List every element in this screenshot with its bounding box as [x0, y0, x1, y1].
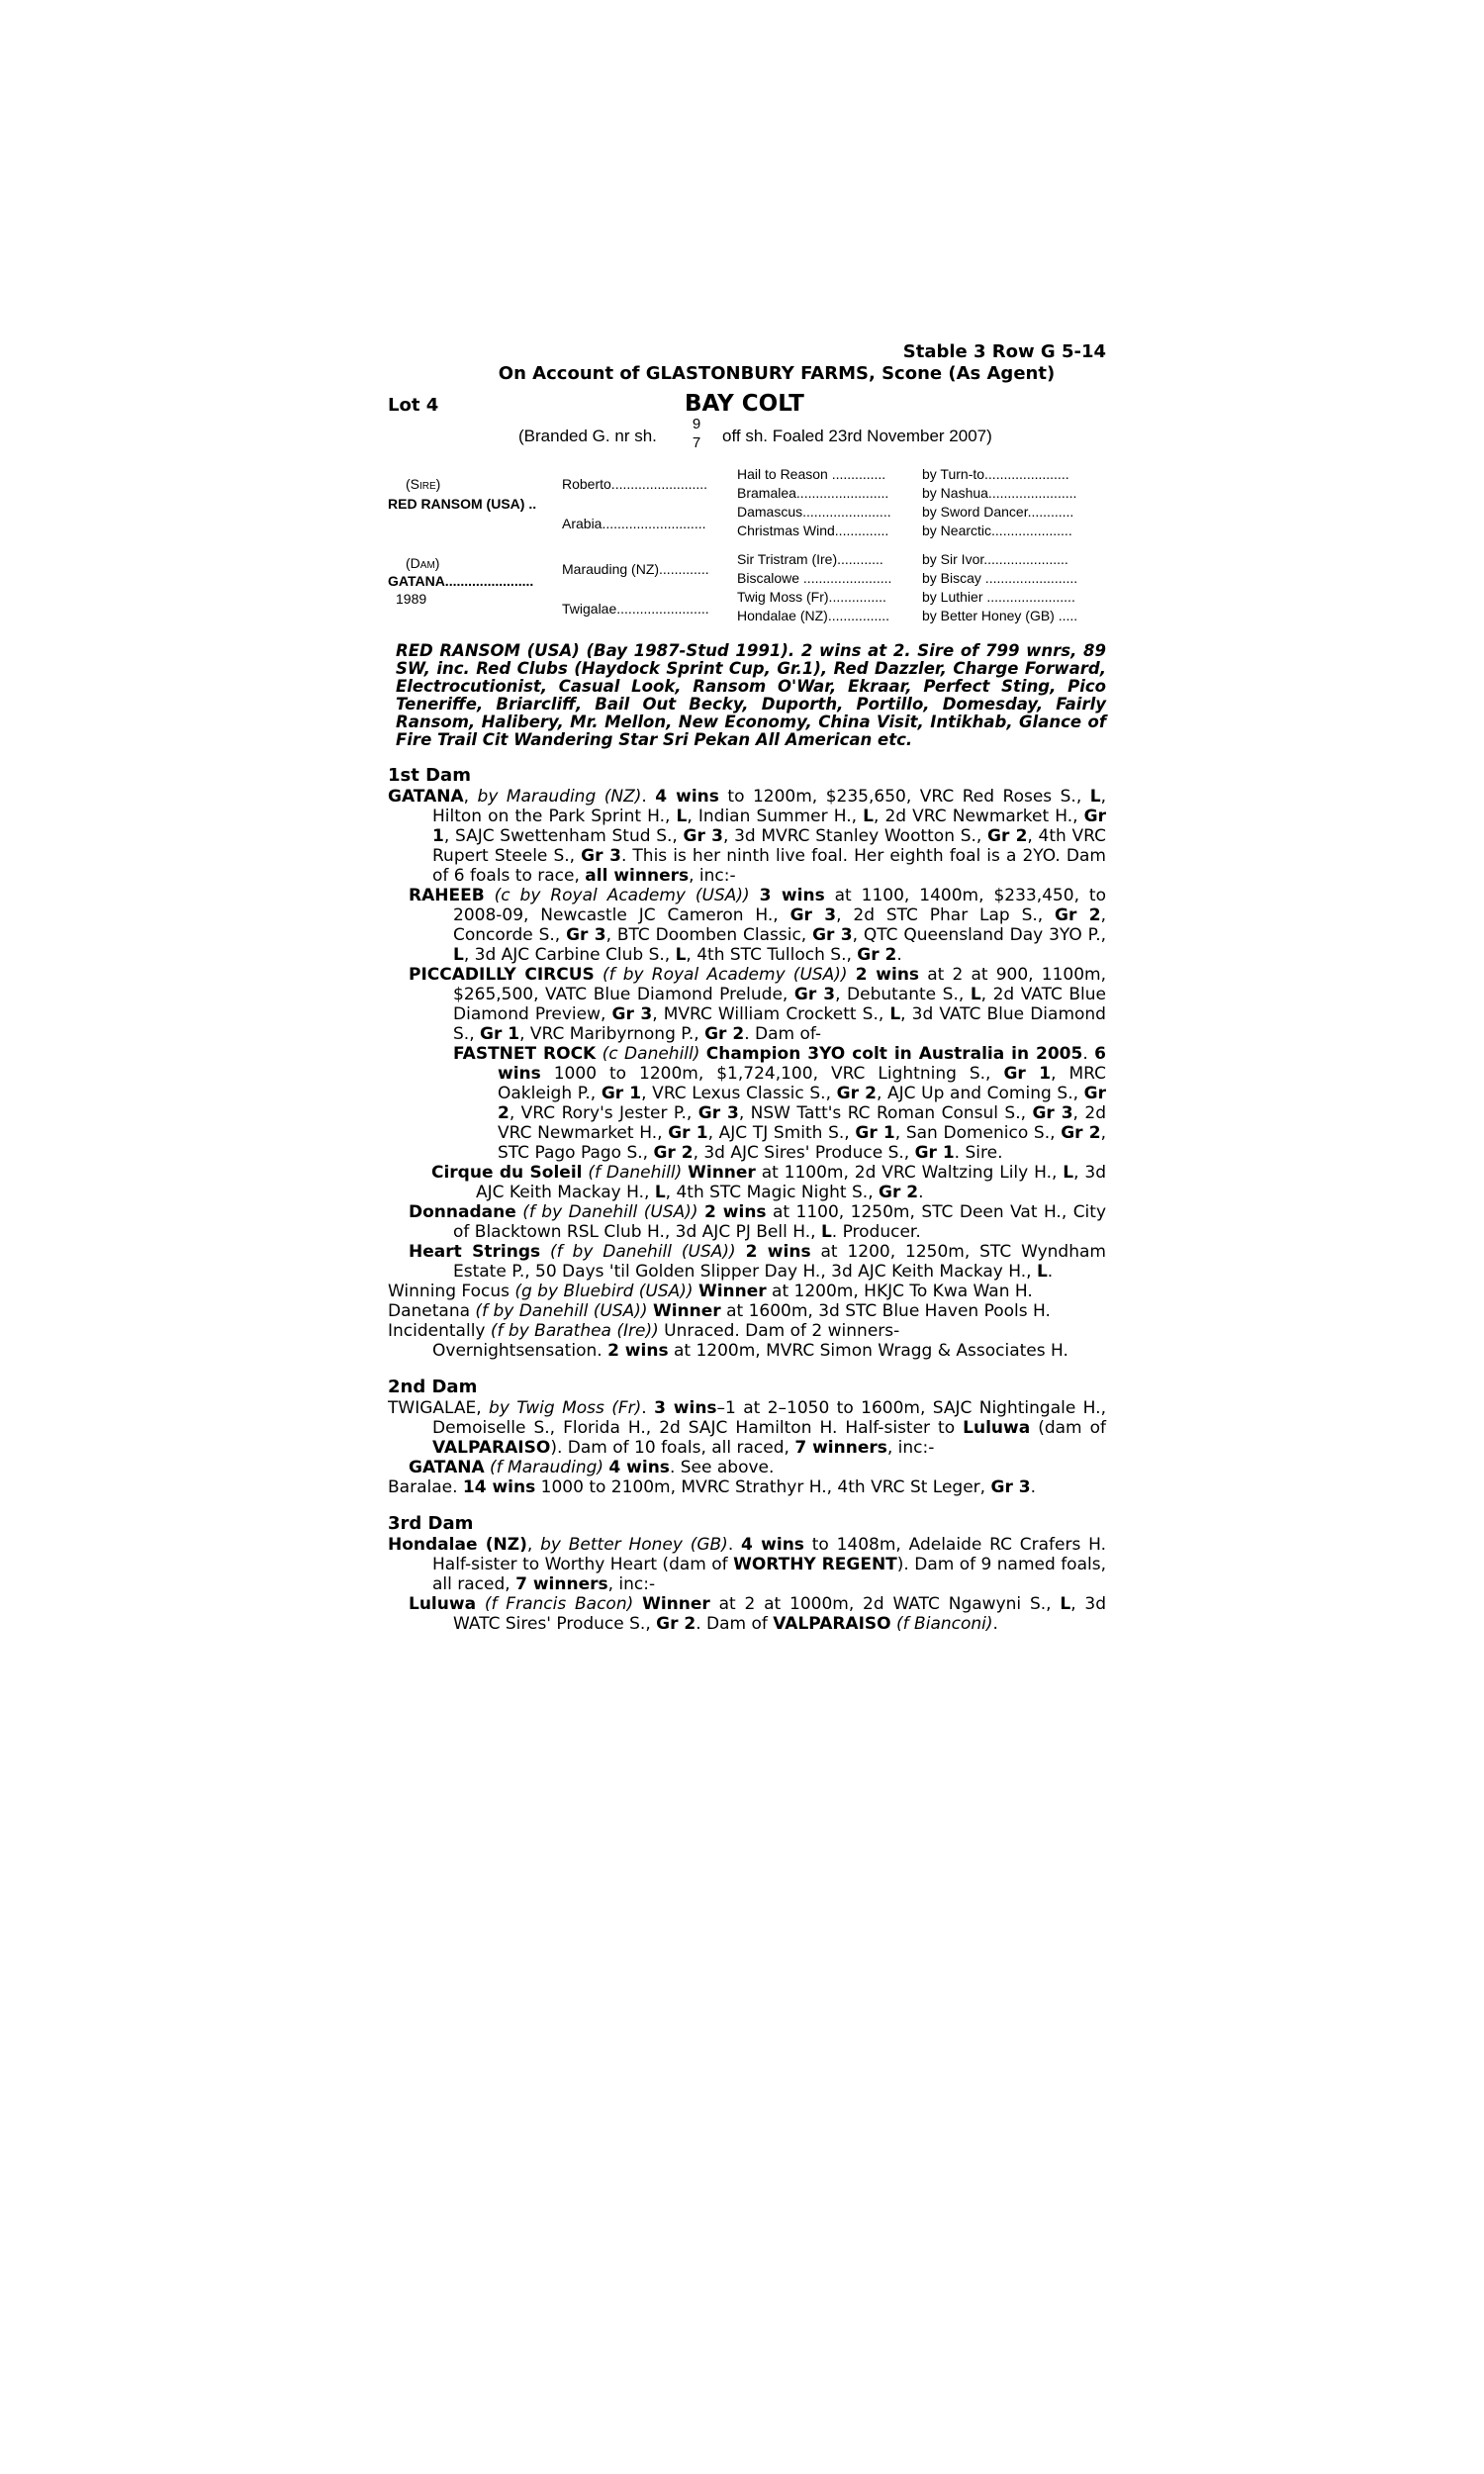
text: at 1200m, HKJC To Kwa Wan H.: [766, 1282, 1033, 1301]
text: 1000 to 1200m, $1,724,100, VRC Lightning S.,: [540, 1064, 1004, 1084]
text: , AJC TJ Smith S.,: [707, 1123, 856, 1143]
ancestor-3: Damascus.......................: [737, 504, 891, 520]
second-dam-heading: 2nd Dam: [388, 1377, 478, 1397]
horse-name: RAHEEB: [409, 886, 485, 905]
brand-fraction-top: 9: [692, 416, 701, 432]
ancestor-sire-1: by Turn-to......................: [922, 466, 1069, 482]
text: , STC Pago Pago S.,: [498, 1123, 1106, 1163]
text: , 2d VRC Newmarket H.,: [873, 807, 1084, 826]
text: at 1100, 1250m, STC Deen Vat H., City of Blacktown RSL Club H., 3d AJC PJ Bell H.,: [453, 1202, 1107, 1242]
dam-name: GATANA.......................: [388, 573, 534, 589]
third-dam-entry: [388, 1535, 1106, 1594]
text: , 4th VRC Rupert Steele S.,: [432, 826, 1106, 866]
wins: 4 wins: [741, 1535, 804, 1555]
text: , Indian Summer H.,: [687, 807, 864, 826]
text: , NSW Tatt's RC Roman Consul S.,: [738, 1103, 1033, 1123]
grade: Gr 2: [1055, 905, 1101, 925]
text: , 3d WATC Sires' Produce S.,: [453, 1594, 1107, 1634]
text: , MVRC William Crockett S.,: [652, 1004, 890, 1024]
brand-line: [388, 416, 1106, 460]
text: , 4th STC Magic Night S.,: [665, 1183, 880, 1202]
ancestor-2: Bramalea........................: [737, 485, 889, 501]
text: , inc:-: [607, 1574, 656, 1594]
progeny-entry: [388, 1202, 1106, 1242]
progeny-entry: [388, 1301, 1106, 1321]
text: , QTC Queensland Day 3YO P.,: [852, 925, 1106, 945]
text: .: [992, 1614, 998, 1634]
text: at 1600m, 3d STC Blue Haven Pools H.: [720, 1301, 1051, 1321]
vendor-line: On Account of GLASTONBURY FARMS, Scone (As Agent): [498, 363, 1056, 384]
progeny-entry: [388, 1321, 1106, 1341]
progeny-entry: [388, 965, 1106, 1044]
text: , 3d AJC Carbine Club S.,: [463, 945, 676, 965]
text: at 1100m, 2d VRC Waltzing Lily H.,: [755, 1163, 1064, 1183]
text: Unraced. Dam of 2 winners-: [658, 1321, 900, 1341]
grade: Gr 2: [987, 826, 1028, 846]
text: ,: [526, 1535, 541, 1555]
text: , 3d MVRC Stanley Wootton S.,: [722, 826, 988, 846]
text: .: [727, 1535, 742, 1555]
progeny-entry: [388, 1242, 1106, 1282]
grade: L: [453, 945, 464, 965]
grade: Gr 2: [704, 1024, 745, 1044]
dam-foaled-year: 1989: [396, 591, 427, 607]
text: [848, 965, 856, 985]
text: , 3d VATC Blue Diamond S.,: [453, 1004, 1106, 1044]
grade: Gr 3: [793, 985, 836, 1004]
winners-note: 7 winners: [794, 1438, 887, 1458]
grade: L: [970, 985, 981, 1004]
wins: 2 wins: [745, 1242, 811, 1262]
text: to 1408m, Adelaide RC Crafers H. Half-sister to Worthy Heart (dam of: [432, 1535, 1106, 1574]
text: at 1200, 1250m, STC Wyndham Estate P., 50 Days 'til Golden Slipper Day H., 3d AJC Keith Mackay H.,: [453, 1242, 1106, 1282]
text: , VRC Rory's Jester P.,: [509, 1103, 698, 1123]
progeny-entry: [388, 1477, 1106, 1497]
grade: Gr 2: [653, 1143, 694, 1163]
second-dam-entry: [388, 1398, 1106, 1458]
horse-name: VALPARAISO: [432, 1438, 551, 1458]
grade: L: [675, 945, 687, 965]
text: , Debutante S.,: [835, 985, 971, 1004]
first-dam-heading: 1st Dam: [388, 765, 471, 786]
sire-ref: by Marauding (NZ): [477, 787, 642, 807]
text: , MRC Oakleigh P.,: [498, 1064, 1106, 1103]
horse-name: Cirque du Soleil: [431, 1163, 583, 1183]
text: (dam of: [1030, 1418, 1106, 1438]
text: , inc:-: [886, 1438, 935, 1458]
grade: L: [889, 1004, 901, 1024]
horse-name: FASTNET ROCK: [453, 1044, 597, 1064]
text: , VRC Maribyrnong P.,: [519, 1024, 705, 1044]
grade: Gr 1: [855, 1123, 895, 1143]
dam-sire: Marauding (NZ).............: [562, 561, 709, 577]
text: at 2 at 900, 1100m, $265,500, VATC Blue Diamond Prelude,: [453, 965, 1106, 1004]
sire-sire: Roberto.........................: [562, 476, 708, 492]
ancestor-sire-7: by Luthier .......................: [922, 589, 1075, 605]
ancestor-5: Sir Tristram (Ire)............: [737, 551, 883, 567]
dam-name: GATANA: [388, 787, 464, 807]
grand-progeny-entry: [388, 1163, 1106, 1202]
sire-ref: (c Danehill): [602, 1044, 700, 1064]
ancestor-7: Twig Moss (Fr)...............: [737, 589, 886, 605]
text: [485, 886, 495, 905]
brand-fraction-bottom: 7: [692, 434, 701, 451]
lot-line: [388, 391, 1106, 421]
grade: L: [1060, 1594, 1071, 1614]
horse-name: Luluwa: [409, 1594, 477, 1614]
brand-mark: G.: [592, 427, 610, 445]
sire-ref: (f Danehill): [588, 1163, 683, 1183]
grade: Gr 3: [566, 925, 606, 945]
brand-text-end: off sh. Foaled 23rd November 2007): [722, 427, 992, 445]
horse-name: Winning Focus: [388, 1282, 515, 1301]
sire-ref: (f Francis Bacon): [484, 1594, 634, 1614]
wins: 14 wins: [462, 1477, 536, 1497]
grade: L: [1063, 1163, 1074, 1183]
grand-progeny-entry: [388, 1044, 1106, 1163]
grade: L: [654, 1183, 666, 1202]
text: [750, 886, 760, 905]
ancestor-1: Hail to Reason ..............: [737, 466, 886, 482]
brand-prefix: (Branded: [518, 427, 588, 445]
grade: Gr 3: [697, 1103, 739, 1123]
dam-label: (Dam): [406, 555, 440, 571]
text: at 1200m, MVRC Simon Wragg & Associates H.: [668, 1341, 1068, 1361]
wins: 2 wins: [703, 1202, 767, 1222]
text: at 1100, 1400m, $233,450, to 2008-09, Newcastle JC Cameron H.,: [453, 886, 1106, 925]
stable-location: Stable 3 Row G 5-14: [902, 341, 1106, 362]
text: , Concorde S.,: [453, 905, 1106, 945]
text: . This is her ninth live foal. Her eighth foal is a 2YO. Dam of 6 foals to race,: [432, 846, 1106, 886]
text: , 3d AJC Keith Mackay H.,: [476, 1163, 1107, 1202]
grade: L: [1089, 787, 1101, 807]
text: ). Dam of 9 named foals, all raced,: [432, 1555, 1106, 1594]
text: .: [1082, 1044, 1095, 1064]
catalogue-page: [388, 341, 1106, 1634]
ancestor-sire-5: by Sir Ivor......................: [922, 551, 1068, 567]
sire-ref: (f by Danehill (USA)): [475, 1301, 648, 1321]
ancestor-sire-3: by Sword Dancer............: [922, 504, 1074, 520]
brand-mid: nr sh.: [614, 427, 657, 445]
text: , Hilton on the Park Sprint H.,: [432, 787, 1107, 826]
brand-fraction: [690, 415, 703, 452]
text: , inc:-: [689, 866, 736, 886]
grade: L: [863, 807, 874, 826]
wins: 4 wins: [655, 787, 719, 807]
sire-ref: (f by Danehill (USA)): [550, 1242, 736, 1262]
ancestor-sire-6: by Biscay ........................: [922, 570, 1078, 586]
text: . Dam of: [696, 1614, 774, 1634]
grade: Gr 1: [601, 1084, 642, 1103]
sire-ref: (f by Royal Academy (USA)): [602, 965, 848, 985]
text: , AJC Up and Coming S.,: [876, 1084, 1084, 1103]
text: .: [1047, 1262, 1054, 1282]
text: . Dam of-: [744, 1024, 822, 1044]
text: [595, 965, 603, 985]
sire-ref: by Twig Moss (Fr): [489, 1398, 642, 1418]
horse-name: Heart Strings: [409, 1242, 541, 1262]
sire-name: RED RANSOM (USA) ..: [388, 496, 537, 512]
text: , BTC Doomben Classic,: [605, 925, 813, 945]
grade: L: [676, 807, 688, 826]
ancestor-sire-8: by Better Honey (GB) .....: [922, 608, 1078, 623]
grade: Gr 3: [990, 1477, 1031, 1497]
dam-name: TWIGALAE,: [388, 1398, 490, 1418]
text: ). Dam of 10 foals, all raced,: [550, 1438, 795, 1458]
text: .: [896, 945, 902, 965]
text: , 4th STC Tulloch S.,: [686, 945, 858, 965]
third-dam-heading: 3rd Dam: [388, 1513, 474, 1534]
ancestor-8: Hondalae (NZ)................: [737, 608, 890, 623]
text: , SAJC Swettenham Stud S.,: [443, 826, 684, 846]
dam-name: Hondalae (NZ): [388, 1535, 527, 1555]
grade: Gr 1: [914, 1143, 955, 1163]
text: to 1200m, $235,650, VRC Red Roses S.,: [718, 787, 1090, 807]
text: . Sire.: [954, 1143, 1003, 1163]
brand-text-start: [518, 427, 657, 446]
winners-note: all winners: [585, 866, 690, 886]
horse-description: BAY COLT: [685, 391, 804, 417]
wins: 4 wins: [608, 1458, 670, 1477]
progeny-entry: [388, 1282, 1106, 1301]
grand-progeny-entry: [388, 1341, 1106, 1361]
horse-name: Donnadane: [409, 1202, 516, 1222]
sire-ref: (f by Danehill (USA)): [522, 1202, 698, 1222]
pedigree-table: [388, 466, 1106, 634]
text: , 2d STC Phar Lap S.,: [836, 905, 1056, 925]
grade: Gr 3: [611, 1004, 653, 1024]
lot-number: Lot 4: [388, 395, 439, 416]
ancestor-4: Christmas Wind..............: [737, 523, 889, 538]
grade: Gr 1: [432, 807, 1106, 846]
text: [736, 1242, 746, 1262]
ancestor-sire-2: by Nashua.......................: [922, 485, 1077, 501]
horse-name: Overnightsensation.: [432, 1341, 608, 1361]
text: .: [918, 1183, 924, 1202]
grade: Gr 2: [857, 945, 897, 965]
grade: Gr 1: [480, 1024, 520, 1044]
text: .: [641, 787, 656, 807]
horse-name: GATANA: [409, 1458, 485, 1477]
grade: Gr 3: [812, 925, 853, 945]
wins: Winner: [688, 1163, 756, 1183]
wins: 6 wins: [498, 1044, 1106, 1084]
sire-label: (Sire): [406, 476, 441, 492]
grade: Gr 3: [789, 905, 837, 925]
text: , VRC Lexus Classic S.,: [641, 1084, 837, 1103]
grade: L: [820, 1222, 832, 1242]
dam-dam: Twigalae........................: [562, 601, 709, 617]
sire-summary: RED RANSOM (USA) (Bay 1987-Stud 1991). 2 wins at 2. Sire of 799 wnrs, 89 SW, inc. Red Clubs (Haydock Sprint Cup, Gr.1), Red Dazzler, Charge Forward, Electrocutionist, Casual Look, Ransom O'War, Ekraar, Perfect Sting, Pico Teneriffe, Briarcliff, Bail Out Becky, Duporth, Portillo, Domesday, Fairly Ransom, Halibery, Mr. Mellon, New Economy, China Visit, Intikhab, Glance of Fire Trail Cit Wandering Star Sri Pekan All American etc.: [396, 641, 1106, 749]
horse-name: Luluwa: [963, 1418, 1031, 1438]
text: . See above.: [669, 1458, 775, 1477]
grade: Gr 3: [581, 846, 621, 866]
grade: Gr 2: [656, 1614, 696, 1634]
championship: Champion 3YO colt in Australia in 2005: [705, 1044, 1083, 1064]
text: at 2 at 1000m, 2d WATC Ngawyni S.,: [709, 1594, 1061, 1614]
grade: Gr 2: [1061, 1123, 1101, 1143]
sire-ref: (c by Royal Academy (USA)): [494, 886, 750, 905]
text: [476, 1594, 485, 1614]
text: , San Domenico S.,: [894, 1123, 1062, 1143]
horse-name: VALPARAISO: [773, 1614, 891, 1634]
grade: L: [1036, 1262, 1048, 1282]
grade: Gr 1: [668, 1123, 708, 1143]
wins: Winner: [642, 1594, 710, 1614]
wins: 3 wins: [654, 1398, 717, 1418]
wins: 3 wins: [759, 886, 825, 905]
text: , 3d AJC Sires' Produce S.,: [693, 1143, 915, 1163]
sire-ref: (f Bianconi): [896, 1614, 993, 1634]
progeny-entry: [388, 1594, 1106, 1634]
grade: Gr 2: [879, 1183, 919, 1202]
horse-name: Incidentally: [388, 1321, 491, 1341]
first-dam-entry: [388, 787, 1106, 886]
ancestor-sire-4: by Nearctic.....................: [922, 523, 1072, 538]
sire-dam: Arabia...........................: [562, 516, 706, 531]
text: [540, 1242, 550, 1262]
text: [633, 1594, 642, 1614]
progeny-entry: [388, 1458, 1106, 1477]
horse-name: PICCADILLY CIRCUS: [409, 965, 595, 985]
text: –1 at 2–1050 to 1600m, SAJC Nightingale H., Demoiselle S., Florida H., 2d SAJC Hamilton H. Half-sister to: [432, 1398, 1106, 1438]
text: .: [641, 1398, 655, 1418]
text: .: [1030, 1477, 1036, 1497]
text: . Producer.: [831, 1222, 921, 1242]
wins: Winner: [697, 1282, 767, 1301]
text: 1000 to 2100m, MVRC Strathyr H., 4th VRC St Leger,: [535, 1477, 991, 1497]
horse-name: Baralae.: [388, 1477, 463, 1497]
text: , 2d VRC Newmarket H.,: [498, 1103, 1106, 1143]
text: ,: [463, 787, 478, 807]
horse-name: Danetana: [388, 1301, 476, 1321]
text: , 2d VATC Blue Diamond Preview,: [453, 985, 1107, 1024]
winners-note: 7 winners: [515, 1574, 608, 1594]
wins: 2 wins: [855, 965, 920, 985]
progeny-entry: [388, 886, 1106, 965]
wins: 2 wins: [607, 1341, 669, 1361]
grade: Gr 2: [498, 1084, 1106, 1123]
sire-ref: (f Marauding): [490, 1458, 604, 1477]
grade: Gr 3: [1032, 1103, 1073, 1123]
horse-name: WORTHY REGENT: [733, 1555, 897, 1574]
ancestor-6: Biscalowe .......................: [737, 570, 892, 586]
sire-ref: (g by Bluebird (USA)): [514, 1282, 694, 1301]
grade: Gr 3: [683, 826, 723, 846]
sire-ref: by Better Honey (GB): [540, 1535, 728, 1555]
sire-ref: (f by Barathea (Ire)): [490, 1321, 659, 1341]
wins: Winner: [652, 1301, 721, 1321]
grade: Gr 1: [1003, 1064, 1052, 1084]
grade: Gr 2: [836, 1084, 877, 1103]
